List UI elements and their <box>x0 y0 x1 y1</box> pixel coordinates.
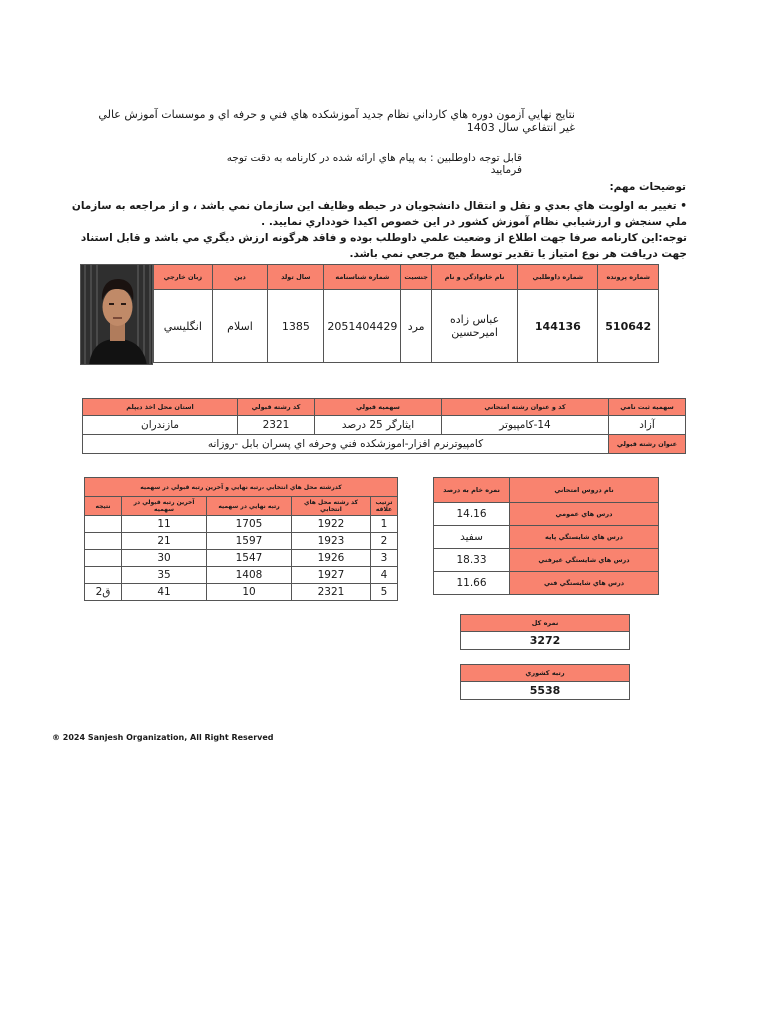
notice-text: قابل توجه داوطلبين : به پيام هاي ارائه شده در كارنامه به دقت توجه فرماييد <box>226 152 522 176</box>
score-course-name: درس هاي عمومي <box>510 503 659 526</box>
header-exam-field: كد و عنوان رشته امتحاني <box>442 399 609 416</box>
accepted-title-row <box>83 435 686 454</box>
choice-result <box>85 550 122 567</box>
header-accept-code: كد رشته قبولي <box>238 399 315 416</box>
note-disclaimer: توجه:اين كارنامه صرفا جهت اطلاع از وضعيت علمي داوطلب بوده و فاقد هرگونه ارزش ديگري مي باشد و قابل استناد جهت دريافت هر نوع امتياز يا تقدير توسط هيچ مرجعي نمي باشد. <box>80 232 687 260</box>
header-last-rank: آخرين رتبه قبولي در سهميه <box>122 497 207 516</box>
choice-rank: 1705 <box>207 516 292 533</box>
notes-heading: توضيحات مهم: <box>609 181 686 193</box>
table-row <box>434 503 659 526</box>
header-result: نتيجه <box>85 497 122 516</box>
accept-quota: ايثارگر 25 درصد <box>315 416 442 435</box>
header-accept-quota: سهميه قبولي <box>315 399 442 416</box>
religion: اسلام <box>212 290 268 363</box>
national-rank-box <box>460 664 630 700</box>
table-row <box>85 533 398 550</box>
choice-rank: 1408 <box>207 567 292 584</box>
choice-result <box>85 533 122 550</box>
choice-result: ق2 <box>85 584 122 601</box>
scores-header-row <box>434 478 659 503</box>
copyright-footer: ® 2024 Sanjesh Organization, All Right Reserved <box>52 733 274 742</box>
id-number: 2051404429 <box>324 290 401 363</box>
accepted-title: كامپيوترنرم افزار-اموزشكده فني وحرفه اي پسران بابل -روزانه <box>83 435 609 454</box>
choice-order: 1 <box>371 516 398 533</box>
candidate-values-row <box>154 290 659 363</box>
header-course-name: نام دروس امتحاني <box>510 478 659 503</box>
header-candidate-number: شماره داوطلبي <box>518 265 598 290</box>
header-full-name: نام خانوادگي و نام <box>431 265 517 290</box>
note-transfer: • تغيير به اولويت هاي بعدي و نقل و انتقال دانشجويان در حيطه وظايف اين سازمان نمي باشد ، و از مراجعه به سازمان ملي سنجش و ارزشيابي نظام آموزش كشور در اين خصوص اكيدا خودداري نماييد. . <box>71 200 687 228</box>
header-religion: دين <box>212 265 268 290</box>
choice-rank: 1597 <box>207 533 292 550</box>
total-score-box <box>460 614 630 650</box>
choice-last-rank: 11 <box>122 516 207 533</box>
exam-field: 14-كامپيوتر <box>442 416 609 435</box>
notes-block <box>62 198 687 262</box>
choice-last-rank: 41 <box>122 584 207 601</box>
choice-code: 1923 <box>292 533 371 550</box>
choice-code: 2321 <box>292 584 371 601</box>
province: مازندران <box>83 416 238 435</box>
header-choice-code: كد رشته محل هاي انتخابي <box>292 497 371 516</box>
table-row <box>434 572 659 595</box>
header-raw-score: نمره خام به درصد <box>434 478 510 503</box>
choice-last-rank: 35 <box>122 567 207 584</box>
choice-order: 4 <box>371 567 398 584</box>
choice-code: 1926 <box>292 550 371 567</box>
language: انگليسي <box>154 290 213 363</box>
choices-table <box>84 477 398 601</box>
gender: مرد <box>401 290 432 363</box>
candidate-header-row <box>154 265 659 290</box>
choices-header-row <box>85 497 398 516</box>
table-row <box>85 567 398 584</box>
total-score-value: 3272 <box>461 632 630 650</box>
registration-header-row <box>83 399 686 416</box>
national-rank-label: رتبه كشوري <box>461 665 630 682</box>
score-value: سفيد <box>434 526 510 549</box>
birth-year: 1385 <box>268 290 324 363</box>
header-province: استان محل اخذ ديپلم <box>83 399 238 416</box>
header-file-number: شماره پرونده <box>598 265 659 290</box>
table-row <box>434 526 659 549</box>
header-birth-year: سال تولد <box>268 265 324 290</box>
choice-order: 3 <box>371 550 398 567</box>
header-id-number: شماره شناسنامه <box>324 265 401 290</box>
accepted-title-label: عنوان رشته قبولي <box>609 435 686 454</box>
choice-code: 1927 <box>292 567 371 584</box>
choice-last-rank: 21 <box>122 533 207 550</box>
choice-result <box>85 516 122 533</box>
full-name: عباس زاده اميرحسين <box>431 290 517 363</box>
choices-caption: كدرشته محل هاي انتخابي ،رتبه نهايي و آخرين رتبه قبولي در سهميه <box>85 478 398 497</box>
file-number: 510642 <box>598 290 659 363</box>
header-final-rank: رتبه نهايي در سهميه <box>207 497 292 516</box>
choices-caption-row <box>85 478 398 497</box>
portrait-image <box>81 265 153 365</box>
candidate-table <box>153 264 659 363</box>
choice-order: 2 <box>371 533 398 550</box>
total-score-label: نمره كل <box>461 615 630 632</box>
choice-order: 5 <box>371 584 398 601</box>
header-registration-quota: سهميه ثبت نامي <box>609 399 686 416</box>
registration-table <box>82 398 686 454</box>
score-value: 18.33 <box>434 549 510 572</box>
score-course-name: درس هاي شايستگي پايه <box>510 526 659 549</box>
table-row <box>85 584 398 601</box>
registration-quota: آزاد <box>609 416 686 435</box>
page-title: نتايج نهايي آزمون دوره هاي كارداني نظام جديد آموزشكده هاي فني و حرفه اي و موسسات آموزش عالي غير انتفاعي سال 1403 <box>98 108 575 134</box>
score-value: 11.66 <box>434 572 510 595</box>
choice-result <box>85 567 122 584</box>
national-rank-value: 5538 <box>461 682 630 700</box>
choice-code: 1922 <box>292 516 371 533</box>
score-value: 14.16 <box>434 503 510 526</box>
candidate-number: 144136 <box>518 290 598 363</box>
choice-rank: 10 <box>207 584 292 601</box>
score-course-name: درس هاي شايستگي فني <box>510 572 659 595</box>
choice-last-rank: 30 <box>122 550 207 567</box>
table-row <box>434 549 659 572</box>
score-course-name: درس هاي شايستگي غيرفني <box>510 549 659 572</box>
scores-table <box>433 477 659 595</box>
header-gender: جنسيت <box>401 265 432 290</box>
header-language: زبان خارجي <box>154 265 213 290</box>
table-row <box>85 550 398 567</box>
registration-values-row <box>83 416 686 435</box>
header-order: ترتيب علاقه <box>371 497 398 516</box>
candidate-photo <box>80 264 153 365</box>
table-row <box>85 516 398 533</box>
accept-code: 2321 <box>238 416 315 435</box>
choice-rank: 1547 <box>207 550 292 567</box>
